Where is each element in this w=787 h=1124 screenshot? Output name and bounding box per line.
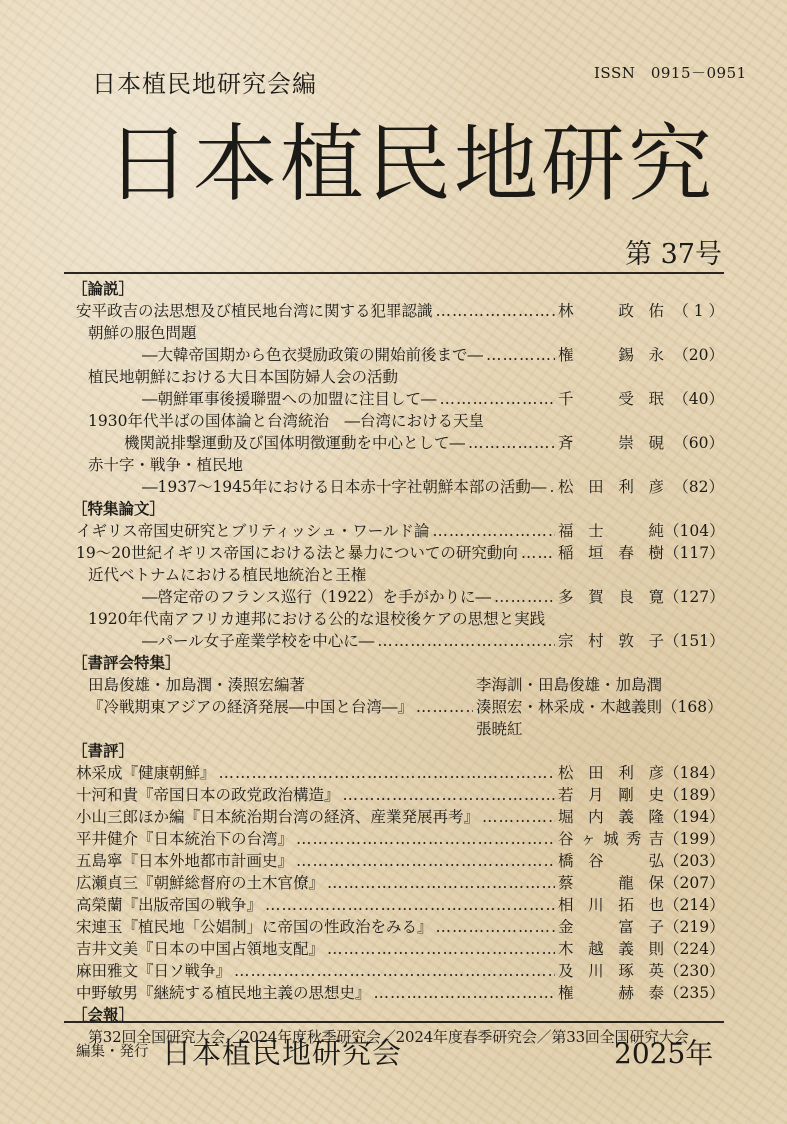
top-divider: [64, 272, 724, 274]
entry-title: 宋連玉『植民地「公娼制」に帝国の性政治をみる』: [76, 918, 433, 936]
special-list: [76, 520, 724, 652]
entry-page: （194）: [664, 808, 725, 826]
leader-dots: [436, 300, 555, 322]
symposium-editors-text: 田島俊雄・加島潤・湊照宏編著: [88, 676, 306, 694]
entry-page: （ 1 ）: [673, 302, 724, 320]
entry-title: 植民地朝鮮における大日本国防婦人会の活動: [88, 368, 399, 386]
leader-dots: [549, 476, 555, 498]
leader-dots: [327, 938, 555, 960]
section-label-special: ［特集論文］: [72, 499, 166, 518]
symposium-authors-1: 李海訓・田島俊雄・加島潤: [476, 676, 663, 694]
entry-title: 吉井文美『日本の中国占領地支配』: [76, 940, 325, 958]
publisher-name: 日本植民地研究会: [162, 1036, 403, 1070]
leader-dots: [416, 696, 473, 718]
entry-author: 稲垣春樹: [558, 544, 664, 562]
entry-author: 堀内義隆: [558, 808, 664, 826]
entry-page: （40）: [673, 390, 724, 408]
publication-year: 2025年: [614, 1037, 714, 1070]
toc-entry: [76, 586, 724, 608]
leader-dots: [440, 388, 555, 410]
entry-author: 金 富子: [558, 918, 664, 936]
toc-entry: [76, 432, 724, 454]
entry-subtitle: ―大韓帝国期から色衣奨励政策の開始前後まで―: [142, 346, 484, 364]
toc-entry: [76, 630, 724, 652]
entry-author: 権 錫永: [558, 346, 664, 364]
entry-title: 十河和貴『帝国日本の政党政治構造』: [76, 786, 340, 804]
toc-entry: [76, 938, 724, 960]
issue-number: 第 37号: [625, 239, 722, 270]
entry-title: イギリス帝国史研究とブリティッシュ・ワールド論: [76, 522, 430, 540]
leader-dots: [521, 542, 555, 564]
symposium-authors: [476, 674, 723, 740]
section-label-meetings: ［会報］: [72, 1005, 135, 1024]
section-label-articles: ［論説］: [72, 279, 135, 298]
entry-page: （104）: [664, 522, 725, 540]
entry-author: 林 政佑: [558, 302, 664, 320]
toc-entry: [76, 894, 724, 916]
leader-dots: [468, 432, 555, 454]
entry-author: 蔡 龍保: [558, 874, 664, 892]
symposium-book-title: 『冷戦期東アジアの経済発展―中国と台湾―』: [88, 698, 413, 716]
issn-number: ISSN 0915－0951: [594, 64, 747, 82]
entry-page: （224）: [664, 940, 725, 958]
entry-page: （199）: [664, 830, 725, 848]
toc-entry: [76, 828, 724, 850]
entry-page: （214）: [664, 896, 725, 914]
entry-author: 相川拓也: [558, 896, 664, 914]
editor-credit: 日本植民地研究会編: [92, 70, 317, 98]
entry-page: （60）: [673, 434, 724, 452]
leader-dots: [377, 630, 555, 652]
reviews-list: [76, 762, 724, 1004]
entry-author: 松田利彦: [558, 764, 664, 782]
entry-page: （184）: [664, 764, 725, 782]
toc-entry-title: [76, 564, 724, 586]
entry-title: 高榮蘭『出版帝国の戦争』: [76, 896, 263, 914]
toc-entry: [76, 542, 724, 564]
table-of-contents: [72, 278, 725, 1048]
articles-list: [76, 300, 724, 498]
toc-entry: [76, 872, 724, 894]
toc-entry-title: [76, 454, 724, 476]
entry-title: 安平政吉の法思想及び植民地台湾に関する犯罪認識: [76, 302, 433, 320]
entry-title: 平井健介『日本統治下の台湾』: [76, 830, 294, 848]
symposium-block: [76, 674, 724, 740]
entry-author: 福士 純: [558, 522, 664, 540]
entry-subtitle: ―パール女子産業学校を中心に―: [142, 632, 375, 650]
bottom-divider: [64, 1021, 724, 1023]
entry-subtitle: 機関説排撃運動及び国体明徴運動を中心として―: [124, 434, 466, 452]
leader-dots: [374, 982, 555, 1004]
leader-dots: [296, 828, 555, 850]
entry-author: 若月剛史: [558, 786, 664, 804]
entry-author: 斉 崇硯: [558, 434, 664, 452]
leader-dots: [482, 806, 555, 828]
entry-author: 谷ヶ城秀吉: [558, 830, 664, 848]
symposium-book: [76, 696, 476, 718]
leader-dots: [265, 894, 555, 916]
entry-title: 1920年代南アフリカ連邦における公的な退校後ケアの思想と実践: [88, 610, 546, 628]
meetings-line: 第32回全国研究大会／2024年度秋季研究会／2024年度春季研究会／第33回全国研究大会: [88, 1028, 689, 1046]
leader-dots: [327, 872, 555, 894]
entry-page: （20）: [673, 346, 724, 364]
entry-page: （219）: [664, 918, 725, 936]
entry-author: 千 受珉: [558, 390, 664, 408]
toc-entry: [76, 850, 724, 872]
toc-entry: [76, 388, 724, 410]
entry-title: 小山三郎ほか編『日本統治期台湾の経済、産業発展再考』: [76, 808, 480, 826]
entry-author: 宗村敦子: [558, 632, 664, 650]
toc-entry: [76, 916, 724, 938]
symposium-authors-3: 張暁紅: [476, 720, 523, 738]
entry-page: （235）: [664, 984, 725, 1002]
toc-entry: [76, 762, 724, 784]
entry-author: 松田利彦: [558, 478, 664, 496]
toc-entry: [76, 344, 724, 366]
section-label-reviews: ［書評］: [72, 741, 135, 760]
leader-dots: [494, 586, 555, 608]
leader-dots: [234, 960, 555, 982]
entry-page: （151）: [664, 632, 725, 650]
publisher-label: 編集・発行: [76, 1044, 149, 1060]
toc-entry: [76, 982, 724, 1004]
toc-entry-title: [76, 366, 724, 388]
section-label-symposium: ［書評会特集］: [72, 653, 181, 672]
toc-entry: [76, 960, 724, 982]
entry-title: 朝鮮の服色問題: [88, 324, 197, 342]
entry-title: 麻田雅文『日ソ戦争』: [76, 962, 232, 980]
journal-title: 日本植民地研究: [106, 115, 716, 213]
entry-title: 赤十字・戦争・植民地: [88, 456, 244, 474]
leader-dots: [296, 850, 555, 872]
toc-entry: [76, 520, 724, 542]
toc-entry-title: [76, 608, 724, 630]
entry-subtitle: ―朝鮮軍事後援聯盟への加盟に注目して―: [142, 390, 437, 408]
entry-page: （207）: [664, 874, 725, 892]
entry-title: 広瀬貞三『朝鮮総督府の土木官僚』: [76, 874, 325, 892]
leader-dots: [486, 344, 555, 366]
entry-author: 及川琢英: [558, 962, 664, 980]
entry-title: 五島寧『日本外地都市計画史』: [76, 852, 294, 870]
leader-dots: [343, 784, 555, 806]
entry-author: 権 赫泰: [558, 984, 664, 1002]
entry-author: 多賀良寛: [558, 588, 664, 606]
entry-page: （127）: [664, 588, 725, 606]
entry-title: 1930年代半ばの国体論と台湾統治 ―台湾における天皇: [88, 412, 484, 430]
entry-author: 木越義則: [558, 940, 664, 958]
leader-dots: [219, 762, 555, 784]
entry-subtitle: ―啓定帝のフランス巡行（1922）を手がかりに―: [142, 588, 491, 606]
leader-dots: [432, 520, 555, 542]
toc-entry: [76, 784, 724, 806]
entry-page: （230）: [664, 962, 725, 980]
toc-entry-title: [76, 410, 724, 432]
symposium-authors-2: 湊照宏・林采成・木越義則（168）: [476, 698, 723, 716]
toc-entry: [76, 300, 724, 322]
entry-title: 林采成『健康朝鮮』: [76, 764, 216, 782]
entry-page: （117）: [664, 544, 725, 562]
entry-page: （203）: [664, 852, 725, 870]
toc-entry-title: [76, 322, 724, 344]
entry-title: 19～20世紀イギリス帝国における法と暴力についての研究動向: [76, 544, 518, 562]
entry-title: 中野敏男『継続する植民地主義の思想史』: [76, 984, 371, 1002]
toc-entry: [76, 476, 724, 498]
leader-dots: [436, 916, 555, 938]
entry-page: （82）: [673, 478, 724, 496]
entry-title: 近代ベトナムにおける植民地統治と王権: [88, 566, 367, 584]
entry-subtitle: ―1937～1945年における日本赤十字社朝鮮本部の活動―: [142, 478, 547, 496]
toc-entry: [76, 806, 724, 828]
entry-author: 橋谷 弘: [558, 852, 664, 870]
entry-page: （189）: [664, 786, 725, 804]
